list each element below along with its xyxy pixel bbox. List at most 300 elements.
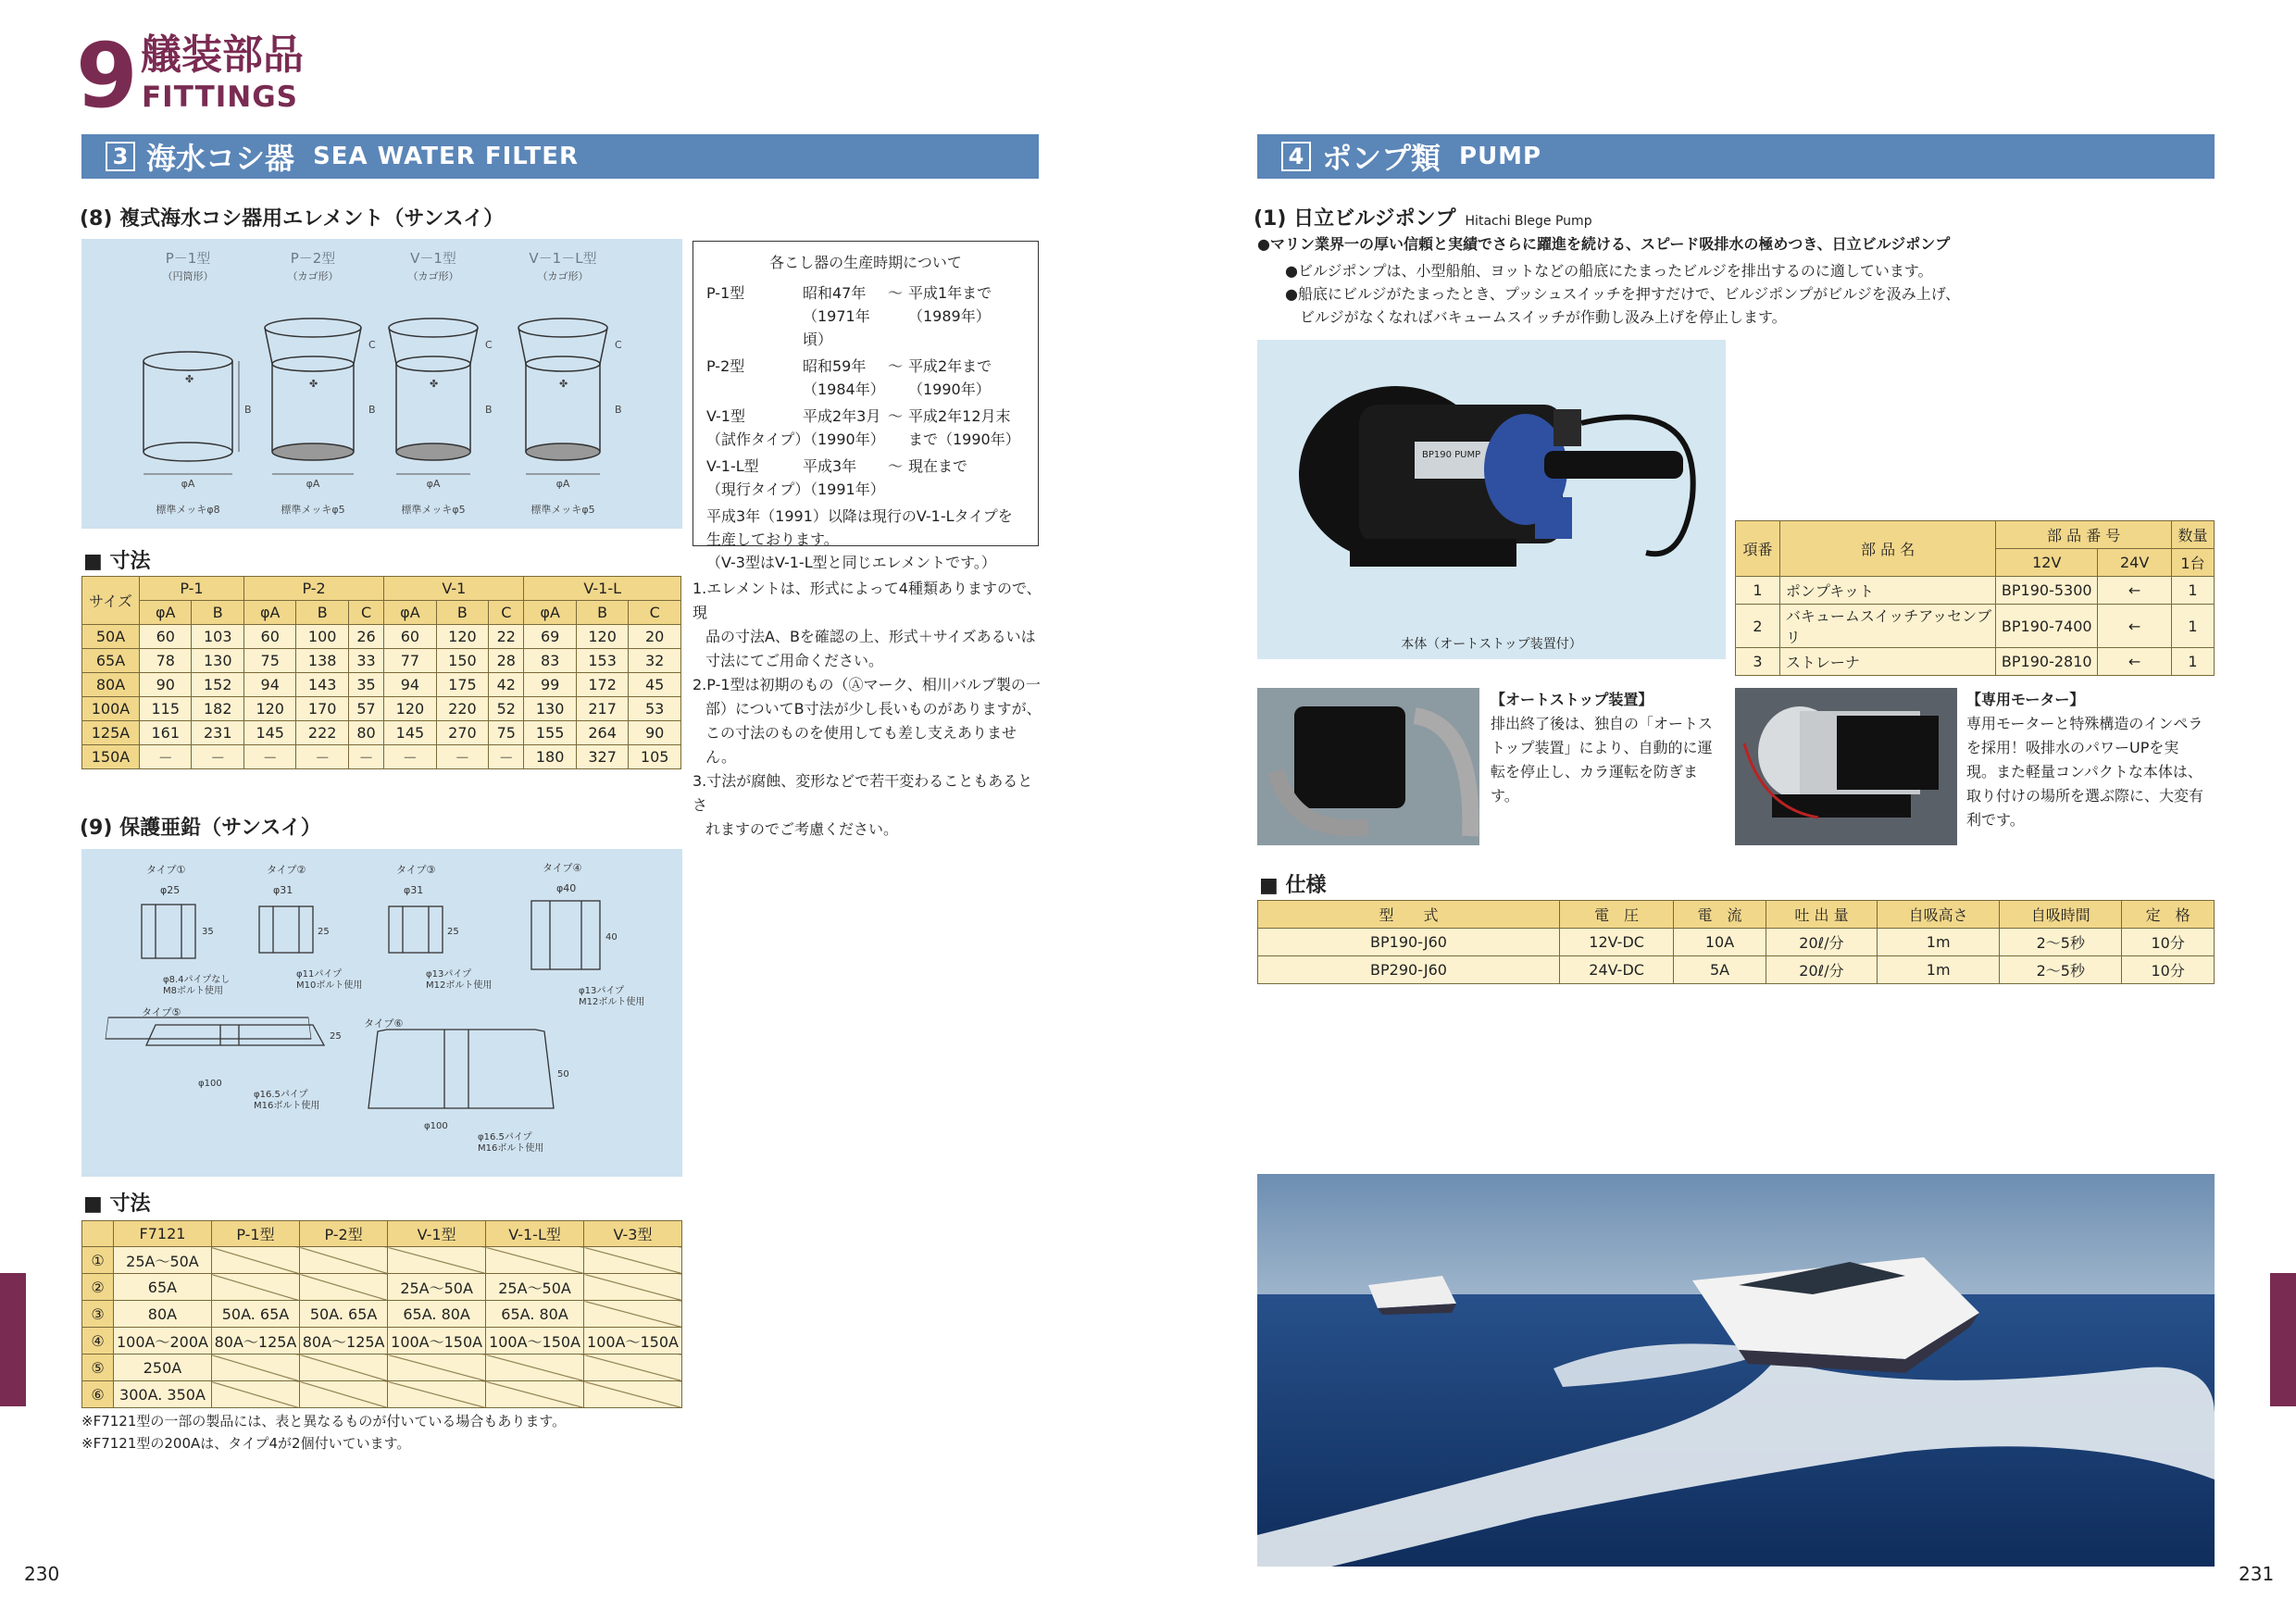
table1-cell: 78 <box>140 649 192 673</box>
table1-cell: － <box>243 745 295 769</box>
svg-text:タイプ③: タイプ③ <box>396 864 436 876</box>
table2-cell <box>211 1274 299 1301</box>
production-to <box>908 455 1025 501</box>
spec-cell: BP290-J60 <box>1258 956 1560 984</box>
table1-size-cell: 50A <box>82 625 140 649</box>
table-row <box>1736 648 2215 676</box>
spec-header: 電 圧 <box>1560 901 1674 929</box>
svg-text:C: C <box>615 339 622 351</box>
pump-bullet-1: ●ビルジポンプは、小型船舶、ヨットなどの船底にたまったビルジを排出するのに適しています。 <box>1285 262 1933 280</box>
spec-cell: 10分 <box>2122 956 2215 984</box>
table1-cell: 52 <box>489 697 524 721</box>
parts-table <box>1735 520 2215 676</box>
element-p2-name: P－2型 <box>290 250 336 267</box>
svg-text:25: 25 <box>330 1031 342 1042</box>
table1-cell: 94 <box>384 673 436 697</box>
table1-cell: 152 <box>192 673 243 697</box>
table1-cell: 75 <box>489 721 524 745</box>
table1-size-cell: 65A <box>82 649 140 673</box>
table2-cell <box>486 1355 584 1381</box>
production-from-value: 昭和47年 <box>803 284 867 302</box>
production-row <box>706 355 1025 401</box>
svg-text:φ16.5パイプ: φ16.5パイプ <box>478 1132 532 1142</box>
table2-cell: 25A～50A <box>486 1274 584 1301</box>
spec-header: 定 格 <box>2122 901 2215 929</box>
svg-text:✤: ✤ <box>559 378 568 390</box>
table1-subheader: C <box>348 601 383 625</box>
table1-cell: 138 <box>296 649 348 673</box>
production-to-value: 平成2年12月末 <box>908 407 1011 425</box>
table-row <box>82 1328 682 1355</box>
element-p2-shape: （カゴ形） <box>287 270 339 282</box>
parts-head-24v: 24V <box>2098 549 2172 577</box>
table1-cell: 175 <box>436 673 488 697</box>
table2-cell: ③ <box>82 1301 114 1328</box>
motor-line: 利です。 <box>1966 811 2025 829</box>
table1-subheader: φA <box>524 601 576 625</box>
zinc-diagram-svg <box>81 849 682 1177</box>
parts-cell: 1 <box>2172 605 2215 648</box>
table1-cell: 28 <box>489 649 524 673</box>
production-from <box>803 455 888 501</box>
production-tilde: 〜 <box>888 284 904 302</box>
element-p2 <box>265 250 376 516</box>
table1-group-v1l: V-1-L <box>524 577 681 601</box>
svg-text:25: 25 <box>447 927 459 937</box>
table-row <box>1258 956 2215 984</box>
table-row <box>82 625 681 649</box>
table2-cell <box>486 1247 584 1274</box>
table1-cell: 60 <box>140 625 192 649</box>
table-row <box>82 1301 682 1328</box>
table2-cell <box>388 1247 486 1274</box>
table2-cell: ② <box>82 1274 114 1301</box>
table1-cell: 143 <box>296 673 348 697</box>
table-row <box>1258 929 2215 956</box>
production-to <box>908 405 1025 451</box>
table1-cell: 32 <box>629 649 681 673</box>
element-v1 <box>389 250 493 516</box>
table1-cell: 100 <box>296 625 348 649</box>
svg-text:M10ボルト使用: M10ボルト使用 <box>296 980 363 991</box>
parts-cell: ← <box>2098 648 2172 676</box>
table2-cell: ④ <box>82 1328 114 1355</box>
spec-cell: 10分 <box>2122 929 2215 956</box>
table2-header: V-3型 <box>584 1221 682 1247</box>
table1-cell: 35 <box>348 673 383 697</box>
page-number-left: 230 <box>24 1563 60 1585</box>
table1-cell: － <box>384 745 436 769</box>
spec-cell: 2～5秒 <box>2000 956 2122 984</box>
table1-cell: 94 <box>243 673 295 697</box>
element-diagram <box>81 239 682 529</box>
section-title-jp: ポンプ類 <box>1322 141 1441 176</box>
table1-cell: 99 <box>524 673 576 697</box>
parts-head-name: 部 品 名 <box>1779 521 1995 577</box>
parts-cell: 1 <box>1736 577 1780 605</box>
table1-cell: 182 <box>192 697 243 721</box>
section-title-jp: 海水コシ器 <box>146 141 295 176</box>
parts-cell: バキュームスイッチアッセンブリ <box>1779 605 1995 648</box>
parts-cell: BP190-7400 <box>1996 605 2098 648</box>
table-row <box>82 1247 682 1274</box>
table1-cell: 130 <box>524 697 576 721</box>
side-tab-left <box>0 1273 26 1406</box>
svg-text:タイプ⑥: タイプ⑥ <box>364 1017 404 1030</box>
table-row <box>82 697 681 721</box>
table2-cell <box>486 1381 584 1408</box>
note-line: 品の寸法A、Bを確認の上、形式＋サイズあるいは <box>705 628 1036 645</box>
motor-line: を採用！吸排水のパワーUPを実 <box>1966 739 2179 756</box>
table2-header <box>82 1221 114 1247</box>
table2-cell <box>300 1274 388 1301</box>
table2-header: P-2型 <box>300 1221 388 1247</box>
svg-text:M16ボルト使用: M16ボルト使用 <box>254 1101 320 1111</box>
table-row <box>1736 605 2215 648</box>
table2-cell: 100A～200A <box>114 1328 212 1355</box>
note-line: 寸法にてご用命ください。 <box>705 652 884 669</box>
note-line: 3.寸法が腐蝕、変形などで若干変わることもあるとさ <box>693 772 1033 814</box>
parts-head-no: 項番 <box>1736 521 1780 577</box>
note-line: 1.エレメントは、形式によって4種類ありますので、現 <box>693 580 1042 621</box>
section-number: 3 <box>106 142 135 171</box>
zinc-diagram <box>81 849 682 1177</box>
table1-size-cell: 125A <box>82 721 140 745</box>
table2-cell: 65A <box>114 1274 212 1301</box>
production-type <box>706 455 810 501</box>
parts-head-pn: 部 品 番 号 <box>1996 521 2172 549</box>
pump-main-photo <box>1257 340 1726 659</box>
svg-text:40: 40 <box>605 932 618 943</box>
table1-cell: 75 <box>243 649 295 673</box>
table1-cell: 145 <box>384 721 436 745</box>
spec-header: 電 流 <box>1674 901 1766 929</box>
parts-head-qty1: 数量 <box>2172 521 2215 549</box>
parts-cell: 1 <box>2172 577 2215 605</box>
production-period-box <box>693 241 1039 571</box>
table1-cell: － <box>296 745 348 769</box>
auto-stop-line: トップ装置」により、自動的に運 <box>1491 739 1713 756</box>
chapter-title-jp: 艤装部品 <box>141 31 304 79</box>
production-from <box>803 281 888 351</box>
spec-header: 吐 出 量 <box>1766 901 1877 929</box>
table1-cell: 105 <box>629 745 681 769</box>
table1-cell: 180 <box>524 745 576 769</box>
svg-text:タイプ④: タイプ④ <box>543 862 582 874</box>
table-row <box>1736 577 2215 605</box>
svg-text:φA: φA <box>181 478 195 490</box>
svg-text:タイプ②: タイプ② <box>267 864 306 876</box>
table1-subheader: B <box>576 601 628 625</box>
auto-stop-line: 排出終了後は、独自の「オートス <box>1491 715 1713 732</box>
svg-text:C: C <box>485 339 493 351</box>
pump-lead: ●マリン業界一の厚い信頼と実績でさらに躍進を続ける、スピード吸排水の極めつき、日立ビルジポンプ <box>1257 235 1951 253</box>
motor-text <box>1966 688 2218 832</box>
table2-cell <box>584 1381 682 1408</box>
spec-cell: 24V-DC <box>1560 956 1674 984</box>
svg-text:✤: ✤ <box>185 373 194 385</box>
production-type-name: V-1型 <box>706 407 745 425</box>
table2-header: F7121 <box>114 1221 212 1247</box>
table2-cell <box>300 1355 388 1381</box>
svg-text:M8ボルト使用: M8ボルト使用 <box>163 986 223 996</box>
table1-cell: 26 <box>348 625 383 649</box>
zinc-footnotes <box>81 1410 566 1454</box>
svg-text:✤: ✤ <box>309 378 318 390</box>
spec-heading: ■ 仕様 <box>1259 874 1327 897</box>
page-number-right: 231 <box>2239 1563 2275 1585</box>
production-row <box>706 281 1025 351</box>
svg-text:φA: φA <box>555 478 570 490</box>
auto-stop-text <box>1491 688 1722 808</box>
production-to-note: （1990年） <box>908 381 991 398</box>
spec-cell: BP190-J60 <box>1258 929 1560 956</box>
production-to <box>908 355 1025 401</box>
auto-stop-illustration <box>1257 688 1479 845</box>
side-tab-right <box>2270 1273 2296 1406</box>
table1-cell: 161 <box>140 721 192 745</box>
production-box-title: 各こし器の生産時期について <box>769 254 962 271</box>
table1-cell: 150 <box>436 649 488 673</box>
table1-size-header: サイズ <box>82 577 140 625</box>
table2-cell: 65A. 80A <box>486 1301 584 1328</box>
table2-cell: 100A～150A <box>584 1328 682 1355</box>
element-dimension-table <box>81 576 681 769</box>
element-v1-shape: （カゴ形） <box>407 270 459 282</box>
table1-subheader: φA <box>140 601 192 625</box>
production-from-note: （1971年頃） <box>803 307 870 348</box>
note-line: 部）についてB寸法が少し長いものがありますが、 <box>705 700 1042 718</box>
table1-group-p2: P-2 <box>243 577 383 601</box>
element-v1-name: V－1型 <box>410 250 456 267</box>
dimensions-heading-2: ■ 寸法 <box>83 1192 151 1216</box>
table1-cell: 153 <box>576 649 628 673</box>
production-to-value: 現在まで <box>908 457 968 475</box>
table2-cell <box>584 1355 682 1381</box>
production-from-value: 昭和59年 <box>803 357 867 375</box>
pump-bullet-2: ●船底にビルジがたまったとき、プッシュスイッチを押すだけで、ビルジポンプがビルジを汲み上げ、 <box>1285 285 1961 303</box>
section-title-en: PUMP <box>1459 143 1542 170</box>
table2-cell: 300A. 350A <box>114 1381 212 1408</box>
table1-size-cell: 150A <box>82 745 140 769</box>
table1-cell: 120 <box>436 625 488 649</box>
section-bar-sea-water-filter <box>81 134 1039 179</box>
table1-cell: 120 <box>243 697 295 721</box>
subheading-zinc: (9) 保護亜鉛（サンスイ） <box>80 817 321 840</box>
table1-subheader: φA <box>384 601 436 625</box>
spec-table <box>1257 900 2215 984</box>
chapter-title-en: FITTINGS <box>142 81 298 114</box>
svg-text:M12ボルト使用: M12ボルト使用 <box>579 997 645 1007</box>
production-type-name: P-1型 <box>706 284 745 302</box>
table1-cell: 115 <box>140 697 192 721</box>
table2-header: V-1型 <box>388 1221 486 1247</box>
table1-subheader: B <box>192 601 243 625</box>
production-to-note: まで（1990年） <box>908 431 1020 448</box>
table2-cell <box>584 1247 682 1274</box>
production-rows <box>706 281 1025 501</box>
spec-cell: 20ℓ/分 <box>1766 956 1877 984</box>
table1-subheader: C <box>489 601 524 625</box>
production-from-note: （1991年） <box>803 481 885 498</box>
table1-cell: － <box>436 745 488 769</box>
table2-cell: 80A～125A <box>300 1328 388 1355</box>
table2-cell <box>211 1247 299 1274</box>
note-line: れますのでご考慮ください。 <box>705 820 899 838</box>
element-p1 <box>144 250 252 516</box>
table1-cell: 264 <box>576 721 628 745</box>
production-row <box>706 405 1025 451</box>
production-tilde: 〜 <box>888 357 904 375</box>
spec-cell: 1m <box>1878 929 2000 956</box>
element-p1-plating: 標準メッキφ8 <box>156 504 220 516</box>
svg-text:B: B <box>244 404 252 416</box>
spec-cell: 10A <box>1674 929 1766 956</box>
table1-cell: 69 <box>524 625 576 649</box>
element-diagram-svg <box>81 239 682 529</box>
table2-cell <box>300 1247 388 1274</box>
motor-photo <box>1735 688 1957 845</box>
table1-cell: 270 <box>436 721 488 745</box>
element-v1l-shape: （カゴ形） <box>537 270 589 282</box>
table2-cell: 65A. 80A <box>388 1301 486 1328</box>
table1-cell: 20 <box>629 625 681 649</box>
production-type-name: P-2型 <box>706 357 745 375</box>
table2-cell <box>584 1301 682 1328</box>
table1-cell: 83 <box>524 649 576 673</box>
table2-cell <box>211 1381 299 1408</box>
table2-cell: 50A. 65A <box>211 1301 299 1328</box>
motor-line: 専用モーターと特殊構造のインペラ <box>1966 715 2203 732</box>
table1-cell: － <box>489 745 524 769</box>
svg-text:BP190 PUMP: BP190 PUMP <box>1422 450 1481 460</box>
production-from-value: 平成2年3月 <box>803 407 881 425</box>
table1-subheader: B <box>296 601 348 625</box>
table2-cell <box>388 1381 486 1408</box>
section-title-en: SEA WATER FILTER <box>313 143 580 170</box>
zinc-footnote-2: ※F7121型の200Aは、タイプ4が2個付いています。 <box>81 1435 411 1452</box>
pump-bullets <box>1285 259 1960 329</box>
table1-subheader: φA <box>243 601 295 625</box>
production-type <box>706 281 803 351</box>
svg-text:C: C <box>368 339 376 351</box>
element-v1l <box>518 250 622 516</box>
table1-subheader: C <box>629 601 681 625</box>
table-row <box>82 745 681 769</box>
svg-text:25: 25 <box>318 927 330 937</box>
table2-cell: 100A～150A <box>388 1328 486 1355</box>
svg-text:φA: φA <box>306 478 320 490</box>
element-p2-plating: 標準メッキφ5 <box>281 504 345 516</box>
dimensions-heading-1: ■ 寸法 <box>83 550 151 573</box>
svg-text:B: B <box>368 404 376 416</box>
production-type <box>706 405 810 451</box>
parts-cell: 2 <box>1736 605 1780 648</box>
spec-header: 自吸高さ <box>1878 901 2000 929</box>
svg-text:タイプ⑤: タイプ⑤ <box>142 1006 181 1018</box>
table-row <box>82 673 681 697</box>
table1-cell: 145 <box>243 721 295 745</box>
table1-cell: 53 <box>629 697 681 721</box>
table1-cell: 45 <box>629 673 681 697</box>
table2-cell <box>584 1274 682 1301</box>
parts-head-qty2: 1台 <box>2172 549 2215 577</box>
auto-stop-line: す。 <box>1491 787 1519 805</box>
svg-text:φA: φA <box>426 478 441 490</box>
auto-stop-photo <box>1257 688 1479 845</box>
table1-cell: 60 <box>384 625 436 649</box>
element-v1-plating: 標準メッキφ5 <box>401 504 466 516</box>
spec-cell: 20ℓ/分 <box>1766 929 1877 956</box>
note-line: この寸法のものを使用しても差し支えありません。 <box>705 724 1017 766</box>
svg-text:タイプ①: タイプ① <box>146 864 186 876</box>
svg-text:B: B <box>485 404 493 416</box>
svg-text:φ8.4パイプなし: φ8.4パイプなし <box>163 975 231 985</box>
note-line: 2.P-1型は初期のもの（Ⓐマーク、相川バルブ製の一 <box>693 676 1041 693</box>
table1-cell: 120 <box>384 697 436 721</box>
production-row <box>706 455 1025 501</box>
motor-illustration <box>1735 688 1957 845</box>
table1-cell: 217 <box>576 697 628 721</box>
boat-photo <box>1257 1174 2215 1567</box>
spec-cell: 12V-DC <box>1560 929 1674 956</box>
parts-cell: ← <box>2098 605 2172 648</box>
production-type <box>706 355 803 401</box>
table2-header: P-1型 <box>211 1221 299 1247</box>
parts-cell: ポンプキット <box>1779 577 1995 605</box>
parts-cell: 1 <box>2172 648 2215 676</box>
table2-cell <box>388 1355 486 1381</box>
parts-cell: 3 <box>1736 648 1780 676</box>
auto-stop-title: 【オートストップ装置】 <box>1491 691 1653 708</box>
auto-stop-line: 転を停止し、カラ運転を防ぎま <box>1491 763 1699 780</box>
table2-cell: 80A～125A <box>211 1328 299 1355</box>
section-bar-pump <box>1257 134 2215 179</box>
section-number: 4 <box>1281 142 1311 171</box>
svg-text:M12ボルト使用: M12ボルト使用 <box>426 980 493 991</box>
motor-line: 取り付けの場所を選ぶ際に、大変有 <box>1966 787 2204 805</box>
pump-photo-caption: 本体（オートストップ装置付） <box>1401 637 1582 652</box>
table1-cell: 77 <box>384 649 436 673</box>
svg-text:φ100: φ100 <box>424 1121 448 1131</box>
table-row <box>82 1355 682 1381</box>
production-foot-2: 生産しております。 <box>706 531 839 548</box>
table1-cell: 90 <box>629 721 681 745</box>
table1-cell: 103 <box>192 625 243 649</box>
element-p1-shape: （円筒形） <box>162 270 214 282</box>
production-to <box>908 281 1025 351</box>
svg-text:35: 35 <box>202 927 214 937</box>
table1-cell: 155 <box>524 721 576 745</box>
table2-cell: 80A <box>114 1301 212 1328</box>
table1-group-v1: V-1 <box>384 577 524 601</box>
table1-cell: 120 <box>576 625 628 649</box>
production-from-note: （1984年） <box>803 381 885 398</box>
svg-text:φ16.5パイプ: φ16.5パイプ <box>254 1090 308 1100</box>
svg-text:φ11パイプ: φ11パイプ <box>296 969 343 980</box>
spec-header: 自吸時間 <box>2000 901 2122 929</box>
table1-cell: － <box>140 745 192 769</box>
element-notes <box>693 577 1044 842</box>
production-tilde: 〜 <box>888 407 904 425</box>
production-foot-3: （V-3型はV-1-L型と同じエレメントです。） <box>706 554 996 571</box>
table1-cell: 60 <box>243 625 295 649</box>
boat-illustration <box>1257 1174 2215 1567</box>
subheading-element: (8) 複式海水コシ器用エレメント（サンスイ） <box>80 207 505 231</box>
production-type-note: （試作タイプ） <box>706 431 810 448</box>
spec-cell: 5A <box>1674 956 1766 984</box>
table2-cell <box>300 1381 388 1408</box>
